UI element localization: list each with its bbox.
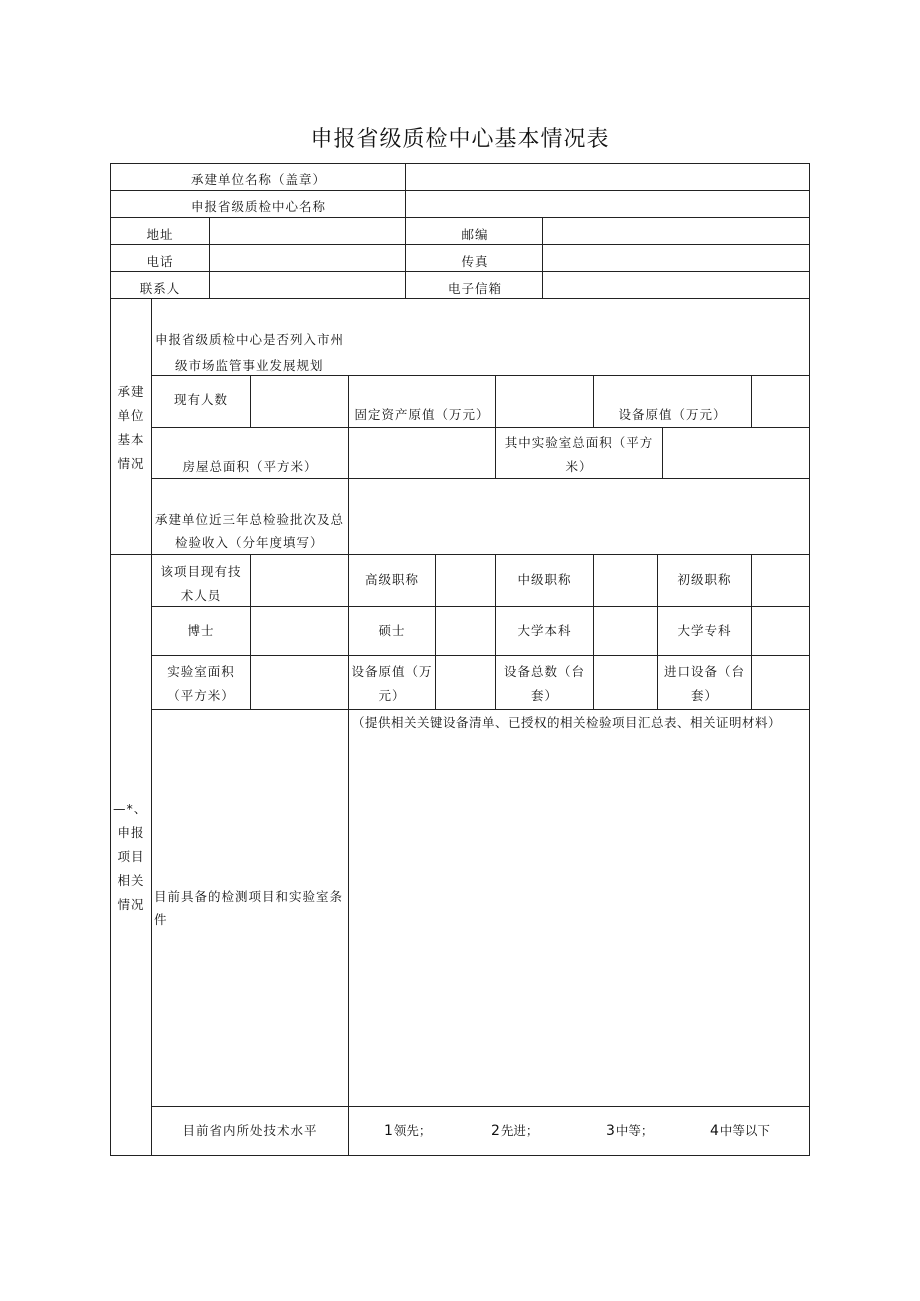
plan-question-line: 申报省级质检中心是否列入市州 <box>155 332 345 347</box>
lab-total-area-label <box>496 431 662 479</box>
level-option-number: 3 <box>606 1123 615 1139</box>
tech-staff-label <box>152 560 250 608</box>
equip-count-field[interactable] <box>594 656 657 709</box>
level-option-text: 先进； <box>500 1123 539 1138</box>
import-equip-line: 套） <box>690 688 718 703</box>
college-field[interactable] <box>752 607 809 655</box>
junior-title-field[interactable] <box>752 555 809 606</box>
middle-title-field[interactable] <box>594 555 657 606</box>
contact-label: 联系人 <box>139 281 181 296</box>
bachelor-label: 大学本科 <box>517 623 572 638</box>
level-option-text: 中等； <box>615 1123 654 1138</box>
lab-area-label <box>152 660 250 708</box>
lab-area-line: （平方米） <box>167 688 235 703</box>
inspection-stats-field[interactable] <box>349 479 809 554</box>
staff-count-label: 现有人数 <box>173 392 228 407</box>
lab-total-area-line: 其中实验室总面积（平方 <box>504 435 654 450</box>
fax-field[interactable] <box>543 245 809 271</box>
conditions-line: 件 <box>154 912 168 927</box>
level-option-text: 中等以下 <box>719 1123 770 1138</box>
import-equip-field[interactable] <box>752 656 809 709</box>
row-divider <box>151 1106 810 1107</box>
senior-title-label: 高级职称 <box>364 572 419 587</box>
level-option-number: 4 <box>710 1123 719 1139</box>
equip-count-label <box>496 660 593 708</box>
conditions-note: （提供相关关键设备清单、已授权的相关检验项目汇总表、相关证明材料） <box>352 715 782 730</box>
fixed-assets-label: 固定资产原值（万元） <box>354 407 490 422</box>
equipment-value-label: 设备原值（万元） <box>618 407 727 422</box>
master-label: 硕士 <box>378 623 406 638</box>
unit-name-field[interactable] <box>406 164 809 190</box>
bachelor-field[interactable] <box>594 607 657 655</box>
address-label: 地址 <box>146 227 174 242</box>
row-divider <box>151 709 810 710</box>
fax-label: 传真 <box>461 254 489 269</box>
tech-level-label: 目前省内所处技术水平 <box>182 1123 318 1138</box>
unit-heading-line: 情况 <box>117 456 145 471</box>
postcode-field[interactable] <box>543 218 809 244</box>
inspection-stats-line: 承建单位近三年总检验批次及总 <box>155 512 345 527</box>
level-option-leading[interactable] <box>384 1119 431 1143</box>
unit-heading-line: 基本 <box>117 432 145 447</box>
contact-field[interactable] <box>210 272 405 298</box>
address-field[interactable] <box>210 218 405 244</box>
plan-question-line: 级市场监管事业发展规划 <box>175 358 324 373</box>
master-field[interactable] <box>436 607 495 655</box>
project-heading-line: —*、 <box>113 801 148 816</box>
inspection-stats-label <box>155 508 344 554</box>
level-option-advanced[interactable] <box>491 1119 538 1143</box>
unit-heading-line: 承建 <box>117 384 145 399</box>
postcode-label: 邮编 <box>461 227 489 242</box>
conditions-field[interactable] <box>349 735 809 1106</box>
level-option-below-medium[interactable] <box>710 1119 770 1143</box>
tech-staff-line: 术人员 <box>180 588 222 603</box>
junior-title-label: 初级职称 <box>677 572 732 587</box>
inspection-stats-line: 检验收入（分年度填写） <box>175 535 324 550</box>
project-heading-line: 情况 <box>117 897 145 912</box>
project-heading-line: 项目 <box>117 849 145 864</box>
table-border-right <box>809 163 810 1156</box>
level-option-medium[interactable] <box>606 1119 653 1143</box>
tech-staff-field[interactable] <box>251 555 348 606</box>
conditions-label <box>154 885 343 931</box>
college-label: 大学专科 <box>677 623 732 638</box>
table-border-left <box>110 163 111 1156</box>
unit-section-heading <box>111 380 151 476</box>
staff-count-field[interactable] <box>251 376 348 427</box>
lab-total-area-line: 米） <box>565 459 593 474</box>
table-border-bottom <box>110 1155 810 1156</box>
center-name-field[interactable] <box>406 191 809 217</box>
lab-area-field[interactable] <box>251 656 348 709</box>
equipment-value-field[interactable] <box>752 376 809 427</box>
unit-name-label: 承建单位名称（盖章） <box>190 172 326 187</box>
phone-field[interactable] <box>210 245 405 271</box>
plan-answer-field[interactable] <box>360 299 809 375</box>
unit-heading-line: 单位 <box>117 408 145 423</box>
conditions-line: 目前具备的检测项目和实验室条 <box>154 889 344 904</box>
project-section-heading <box>111 797 151 917</box>
center-name-label: 申报省级质检中心名称 <box>190 199 326 214</box>
building-area-field[interactable] <box>349 428 495 478</box>
level-option-text: 领先； <box>393 1123 432 1138</box>
phone-label: 电话 <box>146 254 174 269</box>
equip-value-line: 元） <box>378 688 406 703</box>
page-title: 申报省级质检中心基本情况表 <box>310 127 610 152</box>
equip-count-line: 设备总数（台 <box>503 664 585 679</box>
phd-field[interactable] <box>251 607 348 655</box>
middle-title-label: 中级职称 <box>517 572 572 587</box>
equip-value-label <box>349 660 435 708</box>
level-option-number: 2 <box>491 1123 500 1139</box>
phd-label: 博士 <box>187 623 215 638</box>
project-heading-line: 申报 <box>117 825 145 840</box>
import-equip-line: 进口设备（台 <box>663 664 745 679</box>
lab-total-area-field[interactable] <box>663 428 809 478</box>
section-heading-divider <box>151 298 152 1156</box>
import-equip-label <box>658 660 751 708</box>
equip-value-line: 设备原值（万 <box>351 664 433 679</box>
plan-question-label <box>155 327 344 379</box>
email-label: 电子信箱 <box>447 281 502 296</box>
equip-count-line: 套） <box>530 688 558 703</box>
building-area-label: 房屋总面积（平方米） <box>182 459 318 474</box>
equip-value-field[interactable] <box>436 656 495 709</box>
fixed-assets-field[interactable] <box>496 376 593 427</box>
tech-staff-line: 该项目现有技 <box>160 564 242 579</box>
project-heading-line: 相关 <box>117 873 145 888</box>
level-option-number: 1 <box>384 1123 393 1139</box>
senior-title-field[interactable] <box>436 555 495 606</box>
email-field[interactable] <box>543 272 809 298</box>
lab-area-line: 实验室面积 <box>167 664 235 679</box>
